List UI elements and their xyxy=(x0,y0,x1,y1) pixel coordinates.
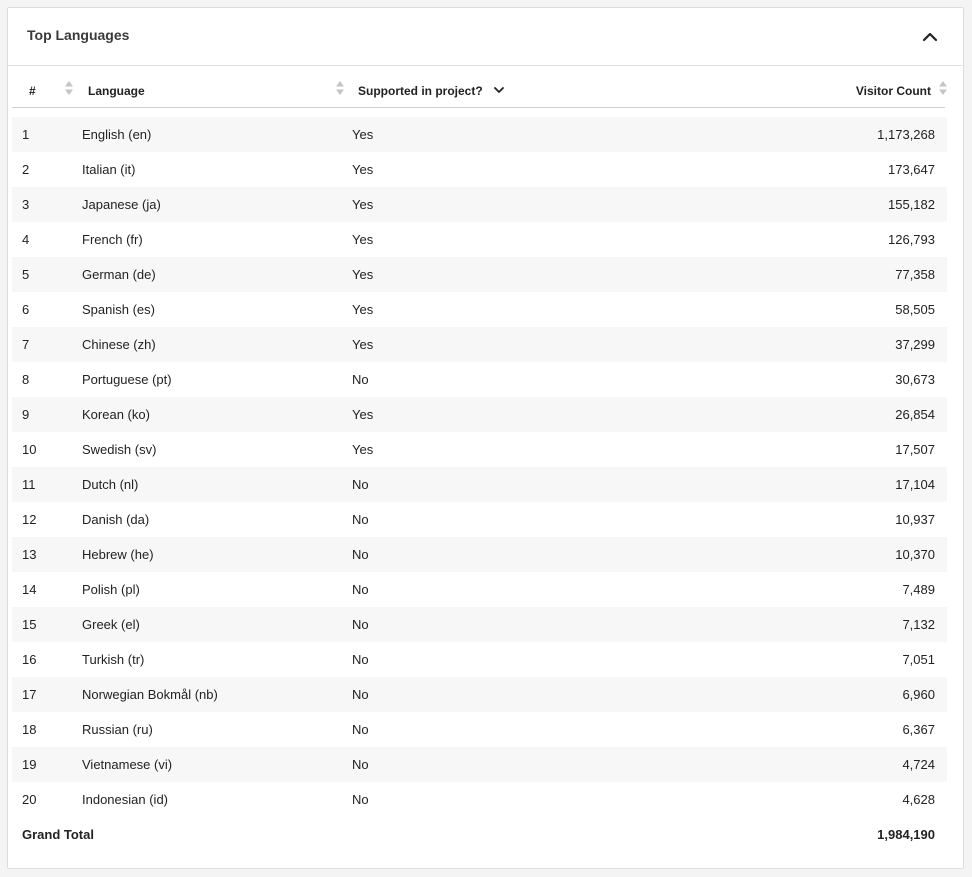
table-row xyxy=(12,747,947,782)
table-row xyxy=(12,152,947,187)
supported-cell: No xyxy=(352,547,369,562)
visitor-count-cell: 126,793 xyxy=(888,232,935,247)
language-cell: Indonesian (id) xyxy=(82,792,168,807)
visitor-count-cell: 7,489 xyxy=(902,582,935,597)
visitor-count-cell: 58,505 xyxy=(895,302,935,317)
supported-cell: Yes xyxy=(352,337,374,352)
visitor-count-cell: 10,937 xyxy=(895,512,935,527)
rank-cell: 11 xyxy=(22,477,36,492)
card-header xyxy=(8,8,963,66)
supported-cell: Yes xyxy=(352,162,374,177)
supported-cell: Yes xyxy=(352,127,374,142)
sort-icon[interactable] xyxy=(336,80,344,96)
visitor-count-cell: 173,647 xyxy=(888,162,935,177)
grand-total-label: Grand Total xyxy=(22,827,94,842)
table-row xyxy=(12,432,947,467)
column-header-language[interactable] xyxy=(88,81,145,101)
supported-cell: No xyxy=(352,722,369,737)
column-header-supported[interactable] xyxy=(358,81,483,101)
language-cell: Japanese (ja) xyxy=(82,197,161,212)
visitor-count-cell: 17,104 xyxy=(895,477,935,492)
supported-cell: Yes xyxy=(352,232,374,247)
grand-total-count: 1,984,190 xyxy=(877,827,935,842)
table-row xyxy=(12,397,947,432)
visitor-count-cell: 26,854 xyxy=(895,407,935,422)
table-row xyxy=(12,187,947,222)
chevron-down-icon[interactable] xyxy=(493,85,505,95)
supported-cell: No xyxy=(352,582,369,597)
rank-cell: 13 xyxy=(22,547,37,562)
table-row xyxy=(12,327,947,362)
table-row xyxy=(12,257,947,292)
supported-cell: No xyxy=(352,617,369,632)
table-header xyxy=(12,77,945,108)
table-row xyxy=(12,117,947,152)
supported-cell: No xyxy=(352,687,369,702)
table-row xyxy=(12,607,947,642)
table-row xyxy=(12,502,947,537)
table-row xyxy=(12,222,947,257)
chevron-up-icon xyxy=(919,26,941,48)
supported-cell: Yes xyxy=(352,197,374,212)
language-cell: Russian (ru) xyxy=(82,722,153,737)
visitor-count-cell: 77,358 xyxy=(895,267,935,282)
language-cell: Vietnamese (vi) xyxy=(82,757,173,772)
rank-cell: 16 xyxy=(22,652,37,667)
rank-cell: 18 xyxy=(22,722,37,737)
visitor-count-cell: 4,724 xyxy=(902,757,935,772)
column-header-label: Language xyxy=(88,84,145,98)
card-title: Top Languages xyxy=(27,27,130,43)
language-cell: Norwegian Bokmål (nb) xyxy=(82,687,218,702)
rank-cell: 17 xyxy=(22,687,37,702)
table-row xyxy=(12,467,947,502)
visitor-count-cell: 155,182 xyxy=(888,197,935,212)
rank-cell: 9 xyxy=(22,407,30,422)
language-cell: Chinese (zh) xyxy=(82,337,156,352)
rank-cell: 12 xyxy=(22,512,37,527)
rank-cell: 6 xyxy=(22,302,30,317)
language-cell: Swedish (sv) xyxy=(82,442,157,457)
visitor-count-cell: 37,299 xyxy=(895,337,935,352)
table-row xyxy=(12,642,947,677)
language-cell: Turkish (tr) xyxy=(82,652,145,667)
supported-cell: No xyxy=(352,512,369,527)
visitor-count-cell: 10,370 xyxy=(895,547,935,562)
language-cell: Polish (pl) xyxy=(82,582,140,597)
language-cell: Dutch (nl) xyxy=(82,477,139,492)
supported-cell: Yes xyxy=(352,442,374,457)
visitor-count-cell: 4,628 xyxy=(902,792,935,807)
visitor-count-cell: 1,173,268 xyxy=(877,127,935,142)
rank-cell: 7 xyxy=(22,337,30,352)
rank-cell: 4 xyxy=(22,232,30,247)
supported-cell: No xyxy=(352,757,369,772)
visitor-count-cell: 6,960 xyxy=(902,687,935,702)
column-header-label: Visitor Count xyxy=(855,84,931,98)
supported-cell: Yes xyxy=(352,267,374,282)
rank-cell: 3 xyxy=(22,197,30,212)
column-header-label: Supported in project? xyxy=(358,84,483,98)
rank-cell: 15 xyxy=(22,617,37,632)
table-row xyxy=(12,362,947,397)
grand-total-row xyxy=(12,817,947,852)
collapse-button[interactable] xyxy=(919,26,941,48)
rank-cell: 10 xyxy=(22,442,37,457)
table-row xyxy=(12,537,947,572)
rank-cell: 14 xyxy=(22,582,37,597)
table-row xyxy=(12,712,947,747)
language-cell: Greek (el) xyxy=(82,617,140,632)
language-cell: Portuguese (pt) xyxy=(82,372,172,387)
supported-cell: No xyxy=(352,652,369,667)
visitor-count-cell: 6,367 xyxy=(902,722,935,737)
supported-cell: No xyxy=(352,477,369,492)
table-row xyxy=(12,292,947,327)
rank-cell: 5 xyxy=(22,267,30,282)
visitor-count-cell: 7,132 xyxy=(902,617,935,632)
rank-cell: 19 xyxy=(22,757,37,772)
language-cell: French (fr) xyxy=(82,232,143,247)
rank-cell: 20 xyxy=(22,792,37,807)
supported-cell: No xyxy=(352,792,369,807)
language-cell: English (en) xyxy=(82,127,152,142)
table-body xyxy=(12,117,947,817)
column-header-label: # xyxy=(29,84,36,98)
supported-cell: Yes xyxy=(352,302,374,317)
rank-cell: 8 xyxy=(22,372,30,387)
sort-icon[interactable] xyxy=(65,80,73,96)
language-cell: Hebrew (he) xyxy=(82,547,154,562)
language-cell: German (de) xyxy=(82,267,156,282)
supported-cell: No xyxy=(352,372,369,387)
visitor-count-cell: 7,051 xyxy=(902,652,935,667)
language-cell: Spanish (es) xyxy=(82,302,155,317)
language-cell: Korean (ko) xyxy=(82,407,150,422)
visitor-count-cell: 17,507 xyxy=(895,442,935,457)
column-header-visitor-count[interactable] xyxy=(856,81,931,101)
sort-icon[interactable] xyxy=(939,80,947,96)
language-cell: Italian (it) xyxy=(82,162,136,177)
rank-cell: 2 xyxy=(22,162,30,177)
rank-cell: 1 xyxy=(22,127,30,142)
language-cell: Danish (da) xyxy=(82,512,150,527)
table-row xyxy=(12,572,947,607)
table-row xyxy=(12,782,947,817)
visitor-count-cell: 30,673 xyxy=(895,372,935,387)
column-header-rank[interactable] xyxy=(29,81,36,101)
supported-cell: Yes xyxy=(352,407,374,422)
table-row xyxy=(12,677,947,712)
